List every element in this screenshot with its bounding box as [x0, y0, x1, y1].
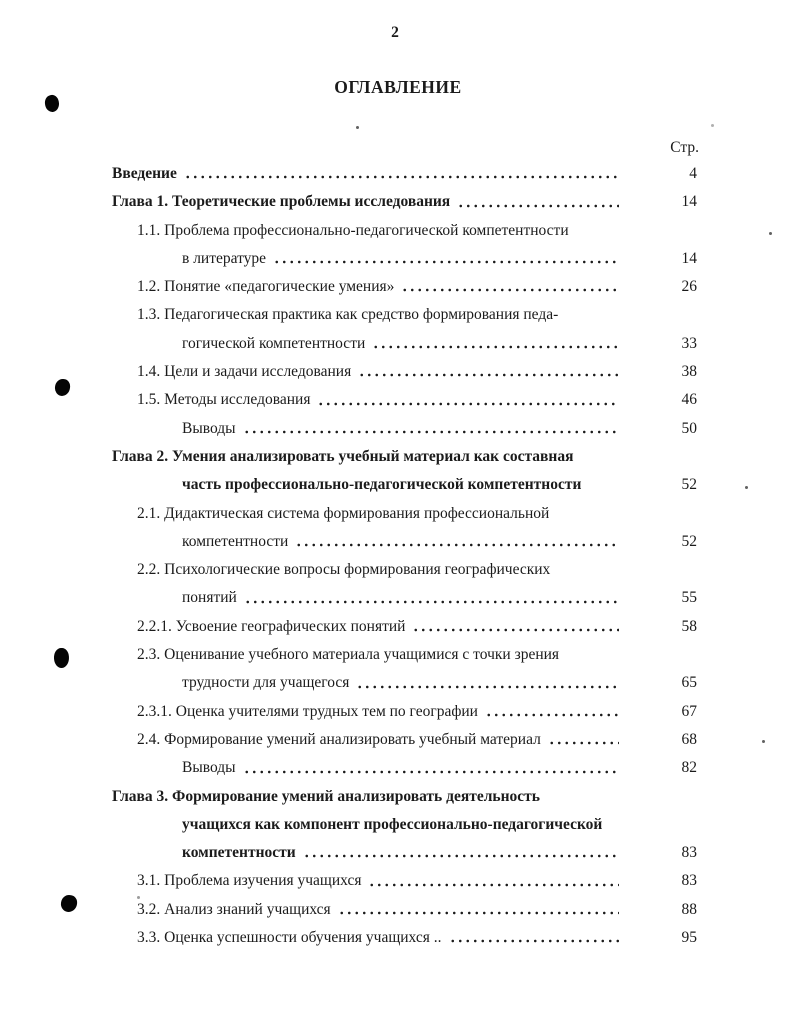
- toc-row: [0, 415, 796, 443]
- toc-row: [0, 443, 796, 471]
- dot-leader: [358, 358, 619, 386]
- toc-entry-text: 1.3. Педагогическая практика как средство формирования педа-: [137, 306, 559, 324]
- toc-row: [0, 471, 796, 499]
- toc-page-number: 4: [689, 165, 697, 182]
- toc-entry-text: Глава 1. Теоретические проблемы исследования: [112, 193, 451, 211]
- toc-page-number: 82: [681, 759, 697, 777]
- scan-speck: [745, 486, 748, 489]
- dot-leader: [372, 330, 619, 358]
- toc-entry-text: 1.5. Методы исследования: [137, 391, 311, 409]
- dot-leader: [243, 415, 619, 443]
- toc-page-number: 50: [681, 419, 697, 437]
- toc-page-number: 46: [681, 391, 697, 409]
- toc-entry-text: компетентности: [182, 532, 289, 550]
- toc-entry-text: гогической компетентности: [182, 334, 366, 352]
- toc-entry-text: 2.3.1. Оценка учителями трудных тем по географии: [137, 702, 478, 720]
- toc-row: [0, 556, 796, 584]
- toc-row: [0, 641, 796, 669]
- toc-page-number: 14: [681, 193, 697, 211]
- toc-page-number: 26: [681, 278, 697, 296]
- toc-page-number: 95: [681, 929, 697, 947]
- toc-page-number: 68: [681, 730, 697, 748]
- toc-row: [0, 358, 796, 386]
- toc-entry-text: учащихся как компонент профессионально-педагогической: [182, 815, 603, 833]
- dot-leader: [356, 669, 619, 697]
- toc-entry-text: компетентности: [182, 844, 296, 862]
- dot-leader: [303, 839, 619, 867]
- toc-row: [0, 245, 796, 273]
- toc-row: [0, 783, 796, 811]
- toc-row: [0, 160, 796, 188]
- toc-page-number: 88: [681, 900, 697, 918]
- toc-page-number: 58: [681, 617, 697, 635]
- dot-leader: [244, 584, 619, 612]
- toc-entry-text: трудности для учащегося: [182, 674, 350, 692]
- dot-leader: [449, 924, 620, 952]
- toc-row: [0, 811, 796, 839]
- toc-page-number: 52: [681, 476, 697, 494]
- toc-entry-text: 3.1. Проблема изучения учащихся: [137, 872, 362, 890]
- toc-page-number: 14: [681, 249, 697, 267]
- toc-page-number: 83: [681, 844, 697, 862]
- toc-entry-text: Глава 3. Формирование умений анализировать деятельность: [112, 787, 540, 805]
- scan-speck: [762, 740, 765, 743]
- toc-entry-text: Выводы: [182, 759, 236, 777]
- toc-row: [0, 896, 796, 924]
- toc-row: [0, 301, 796, 329]
- toc-row: [0, 669, 796, 697]
- toc-row: [0, 613, 796, 641]
- toc-row: [0, 924, 796, 952]
- toc-page-number: 38: [681, 363, 697, 381]
- toc-page-number: 67: [681, 702, 697, 720]
- toc-entry-text: 3.2. Анализ знаний учащихся: [137, 900, 331, 918]
- toc-entry-text: 1.4. Цели и задачи исследования: [137, 363, 352, 381]
- toc-entry-text: 2.1. Дидактическая система формирования профессиональной: [137, 504, 550, 522]
- dot-leader: [368, 867, 619, 895]
- scan-speck: [356, 126, 359, 129]
- dot-leader: [184, 160, 619, 188]
- dot-leader: [295, 528, 619, 556]
- dot-leader: [412, 613, 619, 641]
- dot-leader: [485, 698, 619, 726]
- dot-leader: [317, 386, 619, 414]
- toc-page-number: 33: [681, 334, 697, 352]
- toc-row: [0, 273, 796, 301]
- page-column-header: Стр.: [670, 139, 699, 156]
- dot-leader: [588, 471, 619, 499]
- toc-entry-text: Выводы: [182, 419, 236, 437]
- toc-entry-text: 3.3. Оценка успешности обучения учащихся ..: [137, 929, 442, 947]
- toc-entry-text: 2.2.1. Усвоение географических понятий: [137, 617, 406, 635]
- toc-page-number: 55: [681, 589, 697, 607]
- toc-entry-text: Введение: [112, 165, 177, 182]
- toc-entry-text: часть профессионально-педагогической компетентности: [182, 476, 582, 494]
- scan-speck: [711, 124, 714, 127]
- toc-entry-text: 1.1. Проблема профессионально-педагогической компетентности: [137, 221, 569, 239]
- toc-row: [0, 584, 796, 612]
- toc-row: [0, 867, 796, 895]
- scan-speck: [137, 896, 140, 899]
- toc-row: [0, 217, 796, 245]
- toc-row: [0, 839, 796, 867]
- scan-speck: [769, 232, 772, 235]
- toc-row: [0, 330, 796, 358]
- toc-page-number: 52: [681, 532, 697, 550]
- dot-leader: [457, 188, 619, 216]
- toc-entry-text: понятий: [182, 589, 237, 607]
- toc-row: [0, 754, 796, 782]
- toc-page-number: 65: [681, 674, 697, 692]
- dot-leader: [548, 726, 619, 754]
- toc-entry-text: 2.2. Психологические вопросы формирования географических: [137, 561, 551, 579]
- toc-page-number: 83: [681, 872, 697, 890]
- page-number: 2: [391, 24, 399, 41]
- dot-leader: [401, 273, 619, 301]
- toc-row: [0, 698, 796, 726]
- toc-entry-text: 2.4. Формирование умений анализировать учебный материал: [137, 730, 541, 748]
- toc-row: [0, 188, 796, 216]
- page-title: ОГЛАВЛЕНИЕ: [334, 77, 462, 97]
- toc-entry-text: в литературе: [182, 249, 267, 267]
- toc-row: [0, 528, 796, 556]
- dot-leader: [338, 896, 619, 924]
- toc-entry-text: 2.3. Оценивание учебного материала учащимися с точки зрения: [137, 646, 560, 664]
- toc-entry-text: 1.2. Понятие «педагогические умения»: [137, 278, 395, 296]
- toc-row: [0, 386, 796, 414]
- toc-row: [0, 500, 796, 528]
- toc-entry-text: Глава 2. Умения анализировать учебный материал как составная: [112, 447, 574, 465]
- dot-leader: [273, 245, 619, 273]
- toc-row: [0, 726, 796, 754]
- table-of-contents: [0, 160, 796, 952]
- dot-leader: [243, 754, 619, 782]
